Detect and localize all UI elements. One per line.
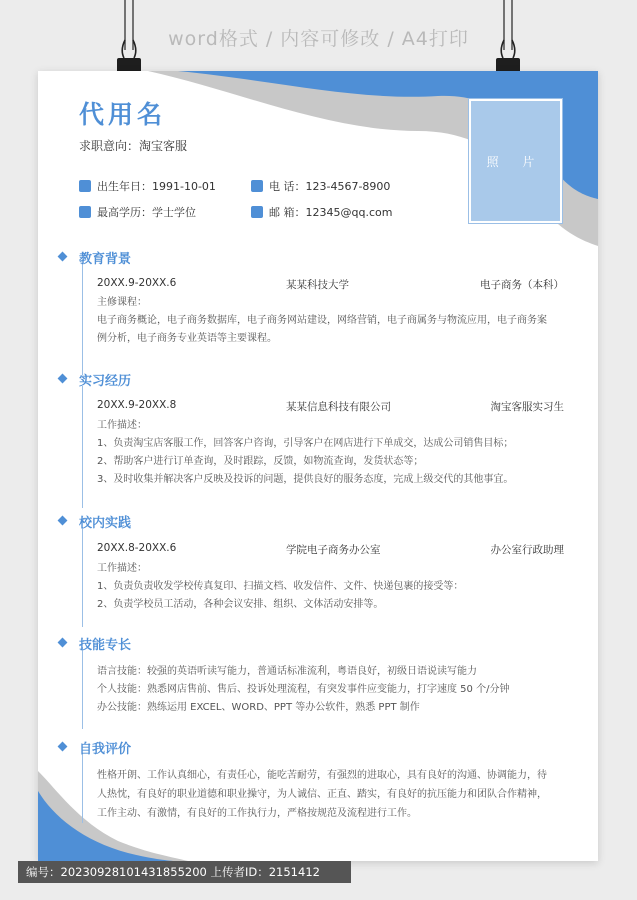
courses-label: 主修课程：	[97, 297, 147, 308]
evaluation-line: 人热忱，有良好的职业道德和职业操守，为人诚信、正直、踏实，有良好的抗压能力和团队合作精神，	[97, 789, 547, 800]
internship-description	[97, 417, 567, 489]
campus-role: 办公室行政助理	[490, 544, 564, 556]
calendar-icon	[79, 180, 91, 192]
internship-title-text: 实习经历	[79, 374, 132, 389]
info-email-text: 邮 箱：12345@qq.com	[269, 206, 393, 219]
evaluation-title-text: 自我评价	[79, 742, 132, 757]
skill-item: 语言技能：较强的英语听读写能力，普通话标准流利，粤语良好，初级日语说读写能力	[97, 666, 477, 677]
candidate-name: 代用名	[79, 100, 167, 129]
phone-icon	[251, 180, 263, 192]
info-degree-text: 最高学历：学士学位	[97, 206, 196, 219]
campus-period: 20XX.8-20XX.6	[97, 542, 177, 554]
campus-description	[97, 560, 567, 614]
skill-item: 个人技能：熟悉网店售前、售后、投诉处理流程，有突发事件应变能力，打字速度 50 个/分钟	[97, 684, 510, 695]
campus-title-text: 校内实践	[79, 516, 132, 531]
section-diamond-icon	[58, 742, 68, 752]
internship-period: 20XX.9-20XX.8	[97, 399, 177, 411]
timeline-line-evaluation	[82, 753, 83, 823]
education-school: 某某科技大学	[286, 279, 349, 291]
education-period: 20XX.9-20XX.6	[97, 277, 177, 289]
mail-icon	[251, 206, 263, 218]
job-intent: 求职意向：淘宝客服	[79, 139, 188, 153]
education-courses	[97, 294, 567, 348]
info-birth-text: 出生年日：1991-10-01	[97, 180, 216, 193]
internship-company: 某某信息科技有限公司	[286, 401, 391, 413]
evaluation-line: 工作主动、有激情，有良好的工作执行力，严格按规范及流程进行工作。	[97, 808, 417, 819]
timeline-line-skills	[82, 647, 83, 729]
graduation-cap-icon	[79, 206, 91, 218]
timeline-line-internship	[82, 386, 83, 508]
timeline-line-campus	[82, 527, 83, 627]
section-diamond-icon	[58, 374, 68, 384]
section-title-campus	[79, 512, 131, 531]
section-title-education	[79, 248, 131, 267]
resume-paper	[38, 71, 598, 861]
skills-title-text: 技能专长	[79, 638, 132, 653]
education-title-text: 教育背景	[79, 252, 132, 267]
section-title-evaluation	[79, 738, 131, 757]
internship-item: 3、及时收集并解决客户反映及投诉的问题，提供良好的服务态度，完成上级交代的其他事宜。	[97, 474, 514, 485]
info-degree	[79, 204, 196, 220]
top-caption: word格式 / 内容可修改 / A4打印	[168, 28, 469, 50]
courses-line-1: 电子商务概论，电子商务数据库，电子商务网站建设，网络营销，电子商属务与物流应用，电子商务案	[97, 315, 547, 326]
courses-line-2: 例分析，电子商务专业英语等主要课程。	[97, 333, 277, 344]
section-diamond-icon	[58, 638, 68, 648]
internship-item: 2、帮助客户进行订单查询，及时跟踪，反馈，如物流查询，发货状态等；	[97, 456, 424, 467]
internship-desc-label: 工作描述：	[97, 420, 147, 431]
timeline-line-education	[82, 263, 83, 375]
internship-item: 1、负责淘宝店客服工作，回答客户咨询，引导客户在网店进行下单成交，达成公司销售目标；	[97, 438, 514, 449]
evaluation-text	[97, 766, 567, 823]
binder-clip-left	[116, 0, 142, 82]
campus-item: 1、负责负责收发学校传真复印、扫描文档、收发信件、文件、快递包裹的接受等：	[97, 581, 464, 592]
section-title-internship	[79, 370, 131, 389]
info-birth	[79, 178, 216, 194]
evaluation-line: 性格开朗、工作认真细心，有责任心，能吃苦耐劳，有强烈的进取心，具有良好的沟通、协调能力，待	[97, 770, 547, 781]
info-phone	[251, 178, 390, 194]
campus-item: 2、负责学校员工活动，各种会议安排、组织、文体活动安排等。	[97, 599, 384, 610]
campus-desc-label: 工作描述：	[97, 563, 147, 574]
section-title-skills	[79, 634, 131, 653]
info-phone-text: 电 话：123-4567-8900	[269, 180, 391, 193]
skill-item: 办公技能：熟练运用 EXCEL、WORD、PPT 等办公软件，熟悉 PPT 制作	[97, 702, 420, 713]
footer-id-bar: 编号：20230928101431855200 上传者ID：2151412	[18, 861, 351, 883]
campus-org: 学院电子商务办公室	[286, 544, 381, 556]
internship-role: 淘宝客服实习生	[490, 401, 564, 413]
binder-clip-right	[495, 0, 521, 82]
info-email	[251, 204, 392, 220]
skills-list	[97, 663, 567, 717]
section-diamond-icon	[58, 516, 68, 526]
education-major: 电子商务（本科）	[480, 279, 564, 291]
photo-placeholder: 照 片	[469, 99, 562, 223]
